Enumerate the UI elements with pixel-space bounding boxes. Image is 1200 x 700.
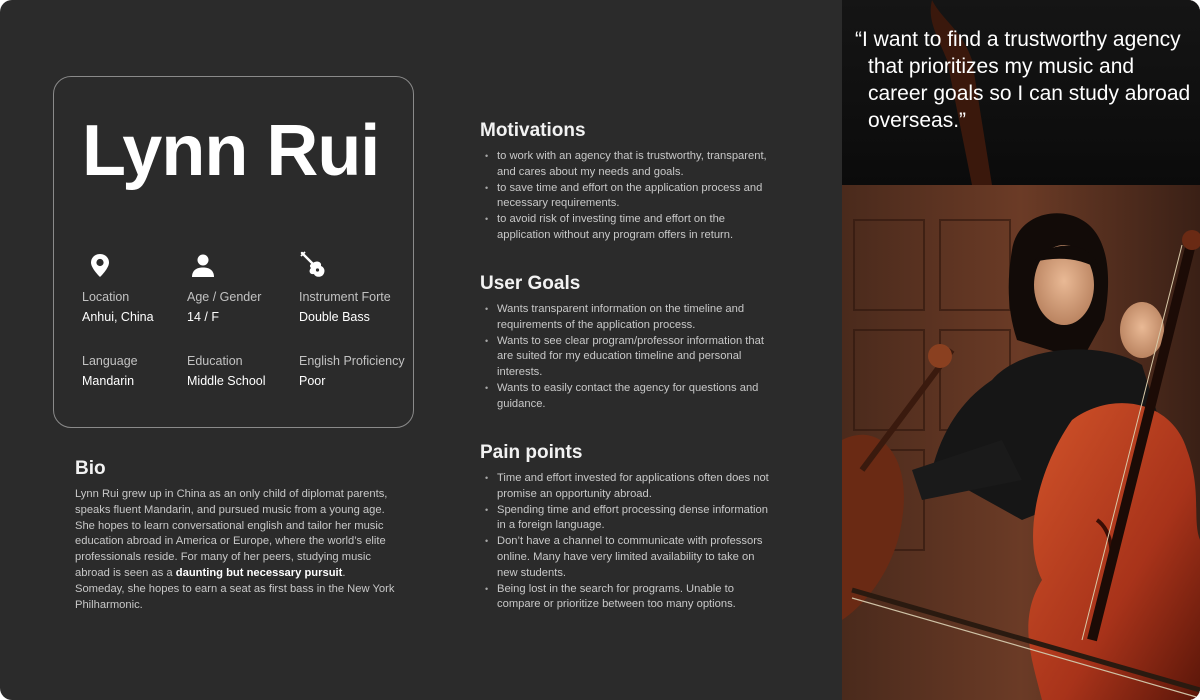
attribute-value: 14 / F (187, 309, 219, 324)
pain-points-heading: Pain points (480, 442, 583, 463)
list-item: • Don’t have a channel to communicate with professors online. Many have very limited availability to take on new students. (497, 534, 777, 581)
age-gender-attribute (187, 291, 307, 323)
user-goals-list (497, 302, 777, 413)
attribute-label: Age / Gender (187, 290, 262, 304)
attribute-label: English Proficiency (299, 354, 405, 368)
bio-text (75, 487, 395, 613)
bio-text-part: . Someday, she hopes to earn a seat as first bass in the New York Philharmonic. (75, 566, 395, 611)
list-item: • Wants to see clear program/professor information that are suited for my education timeline and personal interests. (497, 334, 777, 381)
bio-heading: Bio (75, 458, 106, 479)
list-item: • to work with an agency that is trustworthy, transparent, and cares about my needs and goals. (497, 149, 777, 181)
persona-quote (855, 26, 1195, 134)
location-pin-icon (88, 252, 112, 280)
bio-text-part: Lynn Rui grew up in China as an only child of diplomat parents, speaks fluent Mandarin, and pursued music from a young age. She hopes to learn conversational english and tailor her music education abroad in America or Europe, where the world’s elite professionals reside. For many of her peers, studying music abroad is seen as a (75, 488, 388, 579)
list-item: • Being lost in the search for programs. Unable to compare or prioritize between too many options. (497, 582, 777, 614)
attribute-label: Instrument Forte (299, 290, 391, 304)
list-item: • Wants transparent information on the timeline and requirements of the application process. (497, 302, 777, 334)
attribute-label: Education (187, 354, 243, 368)
motivations-list (497, 149, 777, 244)
attribute-value: Poor (299, 373, 326, 388)
list-item: • Wants to easily contact the agency for questions and guidance. (497, 381, 777, 413)
bio-emphasis: daunting but necessary pursuit (175, 566, 343, 579)
list-item: • to save time and effort on the application process and necessary requirements. (497, 181, 777, 213)
education-attribute (187, 355, 307, 387)
attribute-label: Location (82, 290, 130, 304)
list-item: • to avoid risk of investing time and effort on the application without any program offers in return. (497, 212, 777, 244)
location-attribute (82, 291, 202, 323)
attribute-value: Middle School (187, 373, 266, 388)
person-icon (191, 252, 215, 280)
language-attribute (82, 355, 202, 387)
quote-text: “I want to find a trustworthy agency that prioritizes my music and career goals so I can study abroad overseas.” (855, 28, 1191, 132)
double-bass-icon (299, 250, 329, 280)
english-proficiency-attribute (299, 355, 419, 387)
motivations-heading: Motivations (480, 120, 586, 141)
pain-points-list (497, 471, 777, 613)
user-goals-heading: User Goals (480, 273, 581, 294)
profile-card (53, 76, 414, 428)
attribute-value: Double Bass (299, 309, 370, 324)
persona-name: Lynn Rui (82, 111, 380, 191)
instrument-attribute (299, 291, 419, 323)
attribute-label: Language (82, 354, 138, 368)
list-item: • Time and effort invested for applications often does not promise an opportunity abroad. (497, 471, 777, 503)
list-item: • Spending time and effort processing dense information in a foreign language. (497, 503, 777, 535)
attribute-value: Anhui, China (82, 309, 154, 324)
attribute-value: Mandarin (82, 373, 135, 388)
